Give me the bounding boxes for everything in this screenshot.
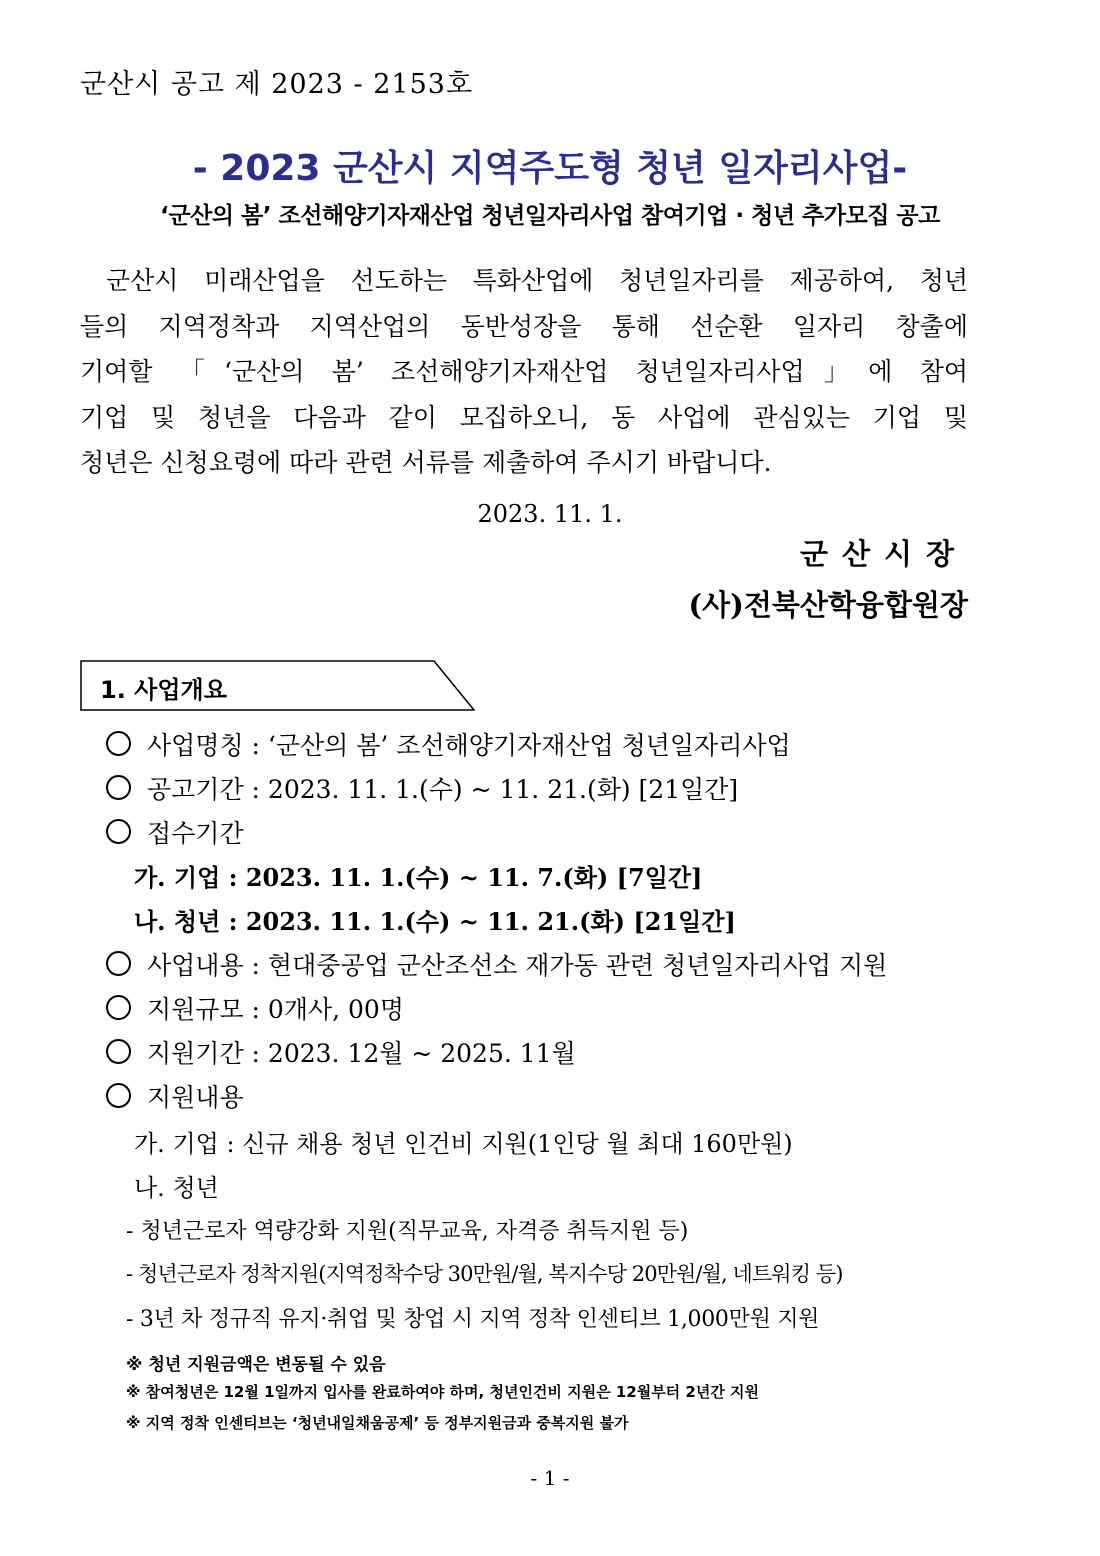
notice-date: 2023. 11. 1. (477, 500, 623, 528)
signatory-institute: (사)전북산학융합원장 (688, 588, 968, 622)
notice-number: 군산시 공고 제 2023 - 2153호 (80, 69, 474, 100)
circle-bullet-icon (106, 1039, 131, 1064)
list-item (106, 946, 887, 982)
main-title: - 2023 군산시 지역주도형 청년 일자리사업- (192, 148, 908, 189)
section-title: 1. 사업개요 (100, 676, 227, 704)
reception-period: 접수기간 (147, 819, 244, 848)
circle-bullet-icon (106, 995, 131, 1020)
youth-item: - 청년근로자 정착지원(지역정착수당 30만원/월, 복지수당 20만원/월, 네트워킹 등) (126, 1262, 843, 1286)
notice-period: 공고기간 : 2023. 11. 1.(수) ~ 11. 21.(화) [21일간] (147, 775, 739, 804)
business-name: 사업명칭 : ‘군산의 봄’ 조선해양기자재산업 청년일자리사업 (147, 731, 791, 760)
support-company: 가. 기업 : 신규 채용 청년 인건비 지원(1인당 월 최대 160만원) (134, 1130, 793, 1158)
note-item: ※ 참여청년은 12월 1일까지 입사를 완료하여야 하며, 청년인건비 지원은 12월부터 2년간 지원 (126, 1383, 760, 1401)
reception-youth: 나. 청년 : 2023. 11. 1.(수) ~ 11. 21.(화) [21일간] (134, 907, 736, 936)
youth-item: - 청년근로자 역량강화 지원(직무교육, 자격증 취득지원 등) (126, 1219, 689, 1244)
list-item (106, 814, 244, 850)
circle-bullet-icon (106, 819, 131, 844)
circle-bullet-icon (106, 1083, 131, 1108)
list-item (106, 726, 791, 762)
signatory-mayor: 군산시장 (799, 537, 968, 571)
note-item: ※ 지역 정착 인센티브는 ‘청년내일채움공제’ 등 정부지원금과 중복지원 불가 (126, 1414, 629, 1432)
circle-bullet-icon (106, 731, 131, 756)
intro-line: 들의 지역정착과 지역산업의 동반성장을 통해 선순환 일자리 창출에 (80, 311, 968, 341)
subtitle: ‘군산의 봄’ 조선해양기자재산업 청년일자리사업 참여기업 · 청년 추가모집 공고 (160, 203, 940, 229)
page-number: - 1 - (530, 1466, 570, 1490)
youth-item: - 3년 차 정규직 유지·취업 및 창업 시 지역 정착 인센티브 1,000만원 지원 (126, 1307, 820, 1332)
support-youth: 나. 청년 (134, 1174, 219, 1202)
section-header (80, 660, 475, 712)
list-item (106, 1078, 244, 1114)
support-period: 지원기간 : 2023. 12월 ~ 2025. 11월 (147, 1039, 576, 1068)
circle-bullet-icon (106, 775, 131, 800)
intro-line: 군산시 미래산업을 선도하는 특화산업에 청년일자리를 제공하여, 청년 (106, 266, 968, 295)
list-item (106, 770, 738, 806)
reception-company: 가. 기업 : 2023. 11. 1.(수) ~ 11. 7.(화) [7일간] (134, 863, 703, 892)
circle-bullet-icon (106, 951, 131, 976)
note-item: ※ 청년 지원금액은 변동될 수 있음 (126, 1355, 386, 1375)
support-scale: 지원규모 : 0개사, 00명 (147, 995, 404, 1024)
intro-line: 기여할 「‘군산의 봄’ 조선해양기자재산업 청년일자리사업」에 참여 (80, 357, 968, 386)
list-item (106, 990, 404, 1026)
support-content: 지원내용 (147, 1083, 244, 1112)
intro-paragraph (80, 258, 968, 486)
intro-line: 청년은 신청요령에 따라 관련 서류를 제출하여 주시기 바랍니다. (80, 448, 772, 477)
intro-line: 기업 및 청년을 다음과 같이 모집하오니, 동 사업에 관심있는 기업 및 (80, 402, 968, 432)
list-item (106, 1034, 576, 1070)
business-content: 사업내용 : 현대중공업 군산조선소 재가동 관련 청년일자리사업 지원 (147, 951, 888, 980)
